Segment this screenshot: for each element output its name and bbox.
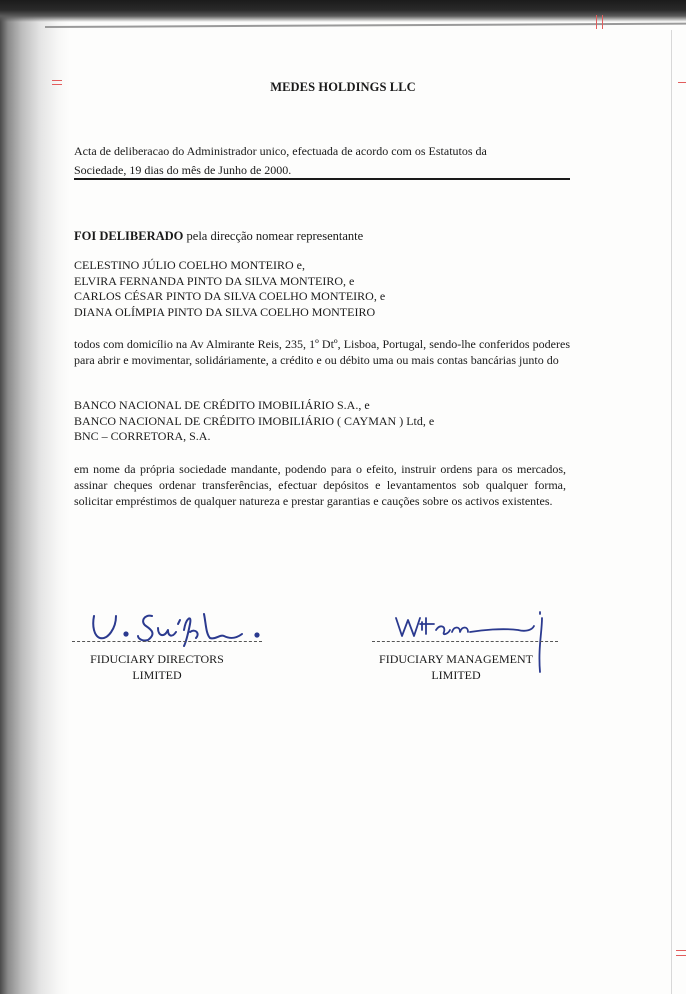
signatory-suffix: LIMITED: [132, 668, 182, 682]
signatory-caption-right: [372, 651, 540, 683]
preamble-line: Sociedade, 19 dias do mês de Junho de 2000.: [74, 163, 292, 177]
powers-paragraph: em nome da própria sociedade mandante, podendo para o efeito, instruir ordens para os mercados, assinar cheques ordenar transferências, efectuar depósitos e levantamentos sob qualquer forma, solicitar empréstimos de qualquer natureza e prestar garantias e cauções sobre os activos existentes.: [74, 462, 566, 508]
resolution-text: pela direcção nomear representante: [183, 229, 364, 243]
bank-name: BANCO NACIONAL DE CRÉDITO IMOBILIÁRIO S.A., e: [74, 398, 370, 412]
signatory-name: FIDUCIARY MANAGEMENT: [379, 652, 533, 666]
margin-mark: [676, 955, 686, 956]
margin-mark: [602, 15, 603, 29]
document-title: MEDES HOLDINGS LLC: [270, 80, 416, 94]
bank-name: BANCO NACIONAL DE CRÉDITO IMOBILIÁRIO ( CAYMAN ) Ltd, e: [74, 413, 435, 428]
domicile-paragraph: todos com domicílio na Av Almirante Reis, 235, 1º Dtº, Lisboa, Portugal, sendo-lhe conferidos poderes para abrir e movimentar, solidáriamente, a crédito e ou débito uma ou mais contas bancárias junto do: [74, 337, 570, 367]
paper-top-edge: [45, 23, 686, 28]
resolution-statement: [74, 228, 363, 244]
representative-name: CELESTINO JÚLIO COELHO MONTEIRO e,: [74, 258, 305, 272]
margin-mark: [676, 950, 686, 951]
margin-mark: [596, 15, 597, 29]
resolution-keyword: FOI DELIBERADO: [74, 229, 184, 243]
representatives-list: [74, 258, 385, 320]
page-binding-shadow: [0, 0, 70, 994]
preamble-line: Acta de deliberacao do Administrador unico, efectuada de acordo com os Estatutos da: [74, 144, 487, 158]
representative-name: DIANA OLÍMPIA PINTO DA SILVA COELHO MONTEIRO: [74, 304, 376, 319]
signatory-name: FIDUCIARY DIRECTORS: [90, 652, 224, 666]
scan-top-edge: [0, 0, 686, 22]
preamble: [74, 142, 574, 180]
banks-list: [74, 398, 434, 445]
paper-right-edge: [671, 30, 672, 994]
signatory-suffix: LIMITED: [431, 668, 481, 682]
representative-name: CARLOS CÉSAR PINTO DA SILVA COELHO MONTEIRO, e: [74, 289, 386, 303]
signatory-caption-left: [74, 651, 240, 683]
signature-line: [72, 641, 262, 642]
signature-line: [372, 641, 558, 642]
representative-name: ELVIRA FERNANDA PINTO DA SILVA MONTEIRO, e: [74, 273, 355, 288]
bank-name: BNC – CORRETORA, S.A.: [74, 429, 211, 443]
header-rule: [74, 178, 570, 180]
